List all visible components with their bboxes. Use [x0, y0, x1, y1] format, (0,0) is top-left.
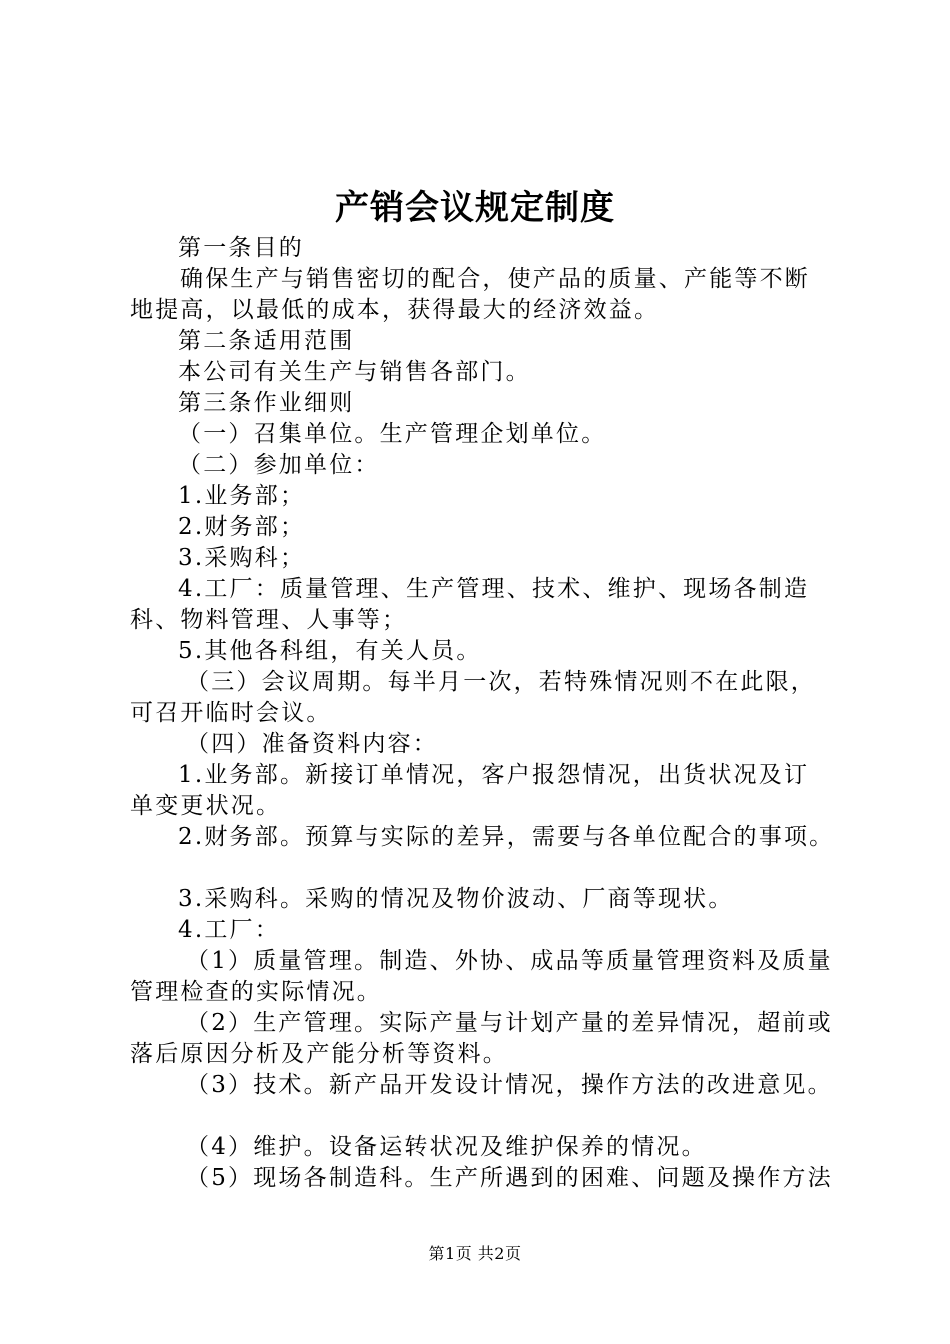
paragraph-line: 地提高，以最低的成本，获得最大的经济效益。	[130, 297, 660, 323]
paragraph-line: 第三条作业细则	[178, 390, 355, 416]
paragraph-line: 1.业务部。新接订单情况，客户报怨情况，出货状况及订	[178, 762, 810, 788]
spacer	[130, 1101, 835, 1132]
paragraph-line: 2.财务部。预算与实际的差异，需要与各单位配合的事项。	[178, 824, 835, 850]
paragraph-line: 落后原因分析及产能分析等资料。	[130, 1041, 508, 1067]
paragraph-line: 3.采购科。采购的情况及物价波动、厂商等现状。	[178, 886, 734, 912]
paragraph-line: 2.财务部；	[178, 514, 306, 540]
paragraph-line: 5.其他各科组，有关人员。	[178, 638, 482, 664]
paragraph-line: （二）参加单位：	[178, 452, 380, 478]
paragraph-line: 4.工厂：	[178, 917, 280, 943]
paragraph-line: 4.工厂：质量管理、生产管理、技术、维护、现场各制造	[178, 576, 810, 602]
paragraph-line: 确保生产与销售密切的配合，使产品的质量、产能等不断	[180, 266, 810, 292]
paragraph-line: 管理检查的实际情况。	[130, 979, 382, 1005]
paragraph-line: （三）会议周期。每半月一次，若特殊情况则不在此限，	[186, 669, 816, 695]
paragraph-line: 科、物料管理、人事等；	[130, 607, 408, 633]
spacer	[130, 853, 835, 884]
document-title: 产销会议规定制度	[335, 188, 615, 228]
paragraph-line: 3.采购科；	[178, 545, 306, 571]
paragraph-line: （3）技术。新产品开发设计情况，操作方法的改进意见。	[186, 1072, 833, 1098]
paragraph-line: （1）质量管理。制造、外协、成品等质量管理资料及质量	[186, 948, 833, 974]
paragraph-line: （5）现场各制造科。生产所遇到的困难、问题及操作方法	[186, 1165, 833, 1191]
document-body	[130, 233, 835, 1194]
page-footer: 第1页 共2页	[428, 1244, 522, 1263]
paragraph-line: 可召开临时会议。	[130, 700, 332, 726]
paragraph-line: 1.业务部；	[178, 483, 306, 509]
paragraph-line: 第一条目的	[178, 235, 304, 261]
paragraph-line: 本公司有关生产与销售各部门。	[178, 359, 531, 385]
paragraph-line: （4）维护。设备运转状况及维护保养的情况。	[186, 1134, 707, 1160]
paragraph-line: （一）召集单位。生产管理企划单位。	[178, 421, 607, 447]
paragraph-line: （2）生产管理。实际产量与计划产量的差异情况，超前或	[186, 1010, 833, 1036]
paragraph-line: 单变更状况。	[130, 793, 282, 819]
paragraph-line: （四）准备资料内容：	[186, 731, 438, 757]
paragraph-line: 第二条适用范围	[178, 328, 355, 354]
